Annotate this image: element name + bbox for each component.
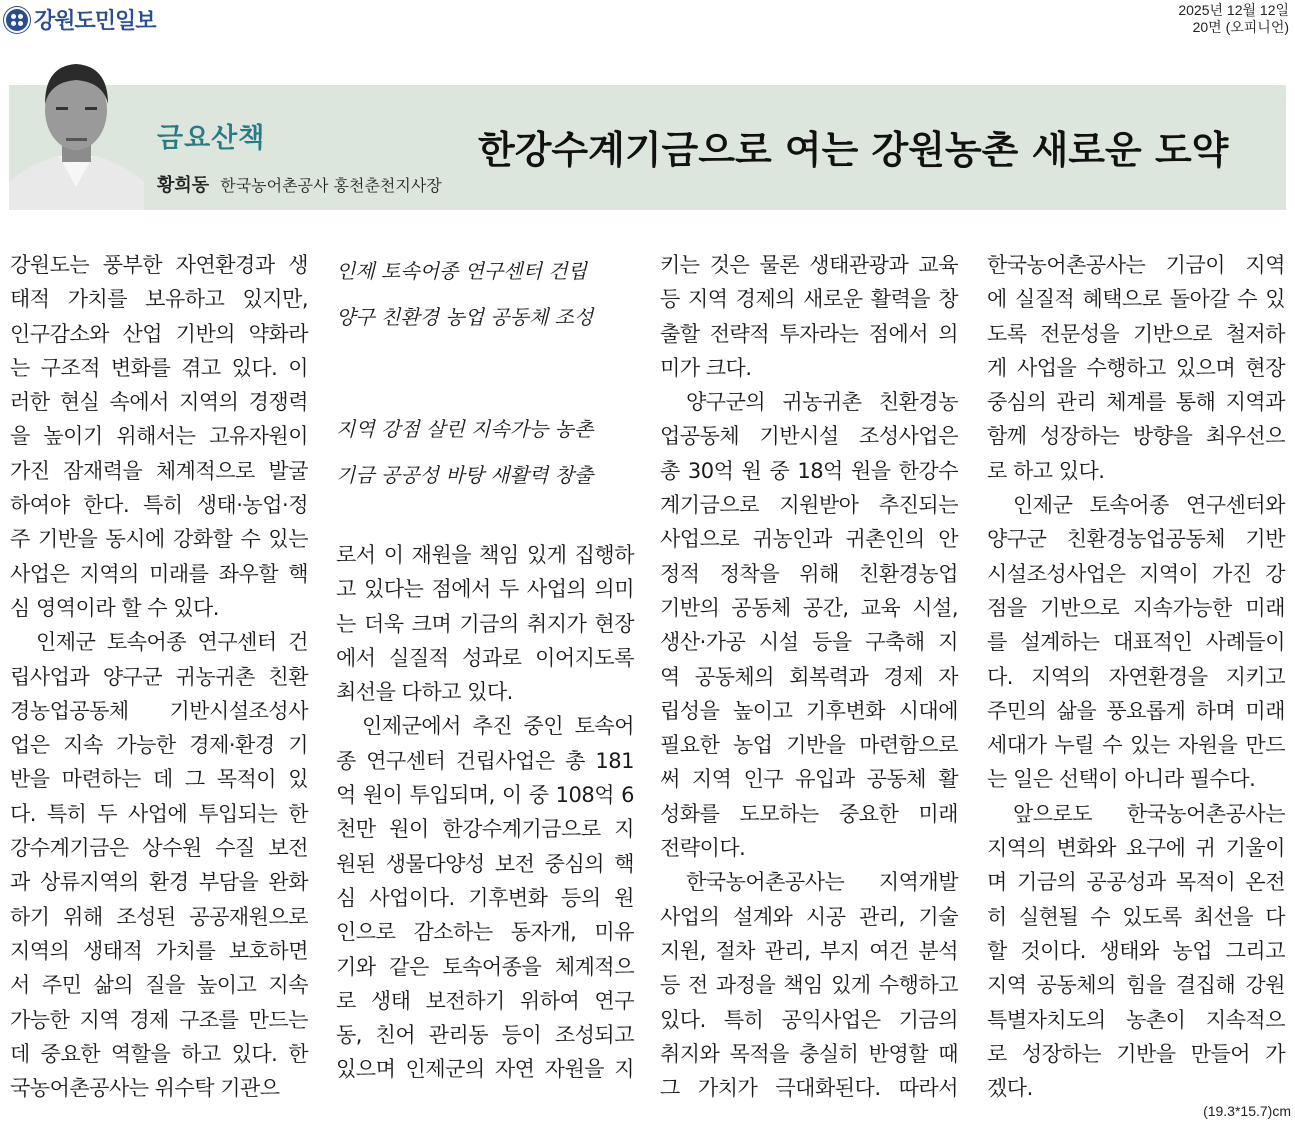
byline (157, 171, 442, 197)
body-text-line: 에 실질적 혜택으로 돌아갈 수 있 (987, 287, 1285, 312)
body-text-line: 심 영역이라 할 수 있다. (10, 595, 219, 620)
article-body (0, 248, 1295, 1101)
body-text-line: 총 30억 원 중 18억 원을 한강수 (660, 458, 958, 483)
body-text-line: 계기금으로 지원받아 추진되는 (660, 493, 958, 518)
body-text-line: 며 기금의 공공성과 목적이 온전 (987, 870, 1285, 895)
body-text-line: 최선을 다하고 있다. (336, 680, 513, 705)
pullquote (336, 248, 634, 538)
body-text-line: 하여야 한다. 특히 생태·농업·정 (10, 493, 308, 518)
body-text-line: 취지와 목적을 충실히 반영할 때 (660, 1041, 958, 1066)
body-text-line: 을 높이기 위해서는 고유자원이 (10, 424, 308, 449)
pullquote-line: 지역 강점 살린 지속가능 농촌 (336, 417, 594, 441)
dateline (1178, 2, 1289, 36)
body-text-line: 사업의 설계와 시공 관리, 기술 (660, 904, 958, 929)
body-text-line: 게 사업을 수행하고 있으며 현장 (987, 355, 1285, 380)
body-text-line: 사업으로 귀농인과 귀촌인의 안 (660, 527, 958, 552)
body-text-line: 억 원이 투입되며, 이 중 108억 6 (336, 783, 634, 808)
author-title: 한국농어촌공사 홍천춘천지사장 (220, 176, 442, 195)
newspaper-logo-icon (4, 7, 30, 33)
body-text-line: 립성을 높이고 기후변화 시대에 (660, 698, 958, 723)
body-text-line: 세대가 누릴 수 있는 자원을 만드 (987, 733, 1285, 758)
body-text-line: 원된 생물다양성 보전 중심의 핵 (336, 851, 634, 876)
pullquote-line: 인제 토속어종 연구센터 건립 (336, 259, 587, 283)
article-column-3 (660, 248, 958, 1105)
body-text-line: 등 지역 경제의 새로운 활력을 창 (660, 287, 958, 312)
body-text-line: 도록 전문성을 기반으로 철저하 (987, 321, 1285, 346)
body-text-line: 주민의 삶을 풍요롭게 하며 미래 (987, 698, 1285, 723)
body-text-line: 그 가치가 극대화된다. 따라서 (660, 1076, 958, 1101)
page-section: 20면 (오피니언) (1192, 19, 1289, 35)
body-text-line: 출할 전략적 투자라는 점에서 의 (660, 321, 958, 346)
body-text-line: 인구감소와 산업 기반의 약화라 (10, 321, 308, 346)
article-column-4 (987, 248, 1285, 1105)
body-text-line: 써 지역 인구 유입과 공동체 활 (660, 767, 958, 792)
body-text-line: 러한 현실 속에서 지역의 경쟁력 (10, 390, 308, 415)
body-text-line: 키는 것은 물론 생태관광과 교육 (660, 253, 958, 277)
body-text-line: 다. 특히 두 사업에 투입되는 한 (10, 801, 308, 826)
body-text-line: 함께 성장하는 방향을 최우선으 (987, 424, 1285, 449)
body-text-line: 를 설계하는 대표적인 사례들이 (987, 630, 1285, 655)
body-text-line: 서 주민 삶의 질을 높이고 지속 (10, 973, 308, 998)
body-text-line: 고 있다는 점에서 두 사업의 의미 (336, 577, 634, 602)
body-text-line: 지역 공동체의 힘을 결집해 강원 (987, 973, 1285, 998)
body-text-line: 기와 같은 토속어종을 체계적으 (336, 954, 634, 979)
body-text-line: 경농업공동체 기반시설조성사 (10, 698, 308, 723)
body-text-line: 에서 실질적 성과로 이어지도록 (336, 645, 634, 670)
article-column-2 (336, 248, 634, 1087)
body-text-line: 동, 친어 관리동 등이 조성되고 (336, 1023, 634, 1048)
body-text-line: 는 더욱 크며 기금의 취지가 현장 (336, 611, 634, 636)
author-portrait (9, 52, 144, 210)
body-text-line: 는 구조적 변화를 겪고 있다. 이 (10, 355, 308, 380)
body-text-line: 하기 위해 조성된 공공재원으로 (10, 904, 308, 929)
body-text-line: 중심의 관리 체계를 통해 지역과 (987, 390, 1285, 415)
pullquote-line: 양구 친환경 농업 공동체 조성 (336, 305, 594, 329)
body-text-line: 다. 지역의 자연환경을 지키고 (987, 664, 1285, 689)
body-text-line: 생산·가공 시설 등을 구축해 지 (660, 630, 958, 655)
body-text-line: 천만 원이 한강수계기금으로 지 (336, 817, 634, 842)
body-text-line: 강수계기금은 상수원 수질 보전 (10, 836, 308, 861)
body-text-line: 가진 잠재력을 체계적으로 발굴 (10, 458, 308, 483)
body-text-line: 히 실현될 수 있도록 최선을 다 (987, 904, 1285, 929)
author-photo-icon (9, 52, 144, 210)
body-text-line: 정적 정착을 위해 친환경농업 (660, 561, 958, 586)
body-text-line: 지원, 절차 관리, 부지 여건 분석 (660, 938, 958, 963)
body-text-line: 데 중요한 역할을 하고 있다. 한 (10, 1041, 308, 1066)
body-text-line: 시설조성사업은 지역이 가진 강 (987, 561, 1285, 586)
body-text-line: 지역의 변화와 요구에 귀 기울이 (987, 836, 1285, 861)
body-text-line: 태적 가치를 보유하고 있지만, (10, 287, 308, 312)
author-name: 황희동 (157, 175, 210, 196)
body-text-line: 종 연구센터 건립사업은 총 181 (336, 748, 634, 773)
article-column-1 (10, 248, 308, 1105)
body-text-line: 역 공동체의 회복력과 경제 자 (660, 664, 958, 689)
body-text-line: 주 기반을 동시에 강화할 수 있는 (10, 527, 308, 552)
body-text-line: 로 성장하는 기반을 만들어 가 (987, 1041, 1285, 1066)
body-text-line: 는 일은 선택이 아니라 필수다. (987, 767, 1256, 792)
body-text-line: 심 사업이다. 기후변화 등의 원 (336, 885, 634, 910)
body-text-line: 인으로 감소하는 동자개, 미유 (336, 920, 634, 945)
body-text-line: 인제군 토속어종 연구센터 건 (36, 630, 308, 655)
body-text-line: 인제군에서 추진 중인 토속어 (362, 714, 634, 739)
body-text-line: 점을 기반으로 지속가능한 미래 (987, 595, 1285, 620)
body-text-line: 미가 크다. (660, 355, 752, 380)
body-text-line: 강원도는 풍부한 자연환경과 생 (10, 253, 308, 277)
body-text-line: 양구군의 귀농귀촌 친환경농 (686, 390, 958, 415)
body-text-line: 업은 지속 가능한 경제·환경 기 (10, 733, 308, 758)
body-text-line: 한국농어촌공사는 지역개발 (686, 870, 958, 895)
body-text-line: 국농어촌공사는 위수탁 기관으 (10, 1076, 280, 1101)
body-text-line: 업공동체 기반시설 조성사업은 (660, 424, 958, 449)
body-text-line: 과 상류지역의 환경 부담을 완화 (10, 870, 308, 895)
newspaper-masthead (4, 4, 156, 35)
body-text-line: 립사업과 양구군 귀농귀촌 친환 (10, 664, 308, 689)
body-text-line: 한국농어촌공사는 기금이 지역 (987, 253, 1285, 277)
body-text-line: 양구군 친환경농업공동체 기반 (987, 527, 1285, 552)
body-text-line: 로서 이 재원을 책임 있게 집행하 (336, 543, 634, 567)
body-text-line: 사업은 지역의 미래를 좌우할 핵 (10, 561, 308, 586)
body-text-line: 앞으로도 한국농어촌공사는 (1013, 801, 1285, 826)
body-text-line: 로 하고 있다. (987, 458, 1105, 483)
body-text-line: 로 생태 보전하기 위하여 연구 (336, 988, 634, 1013)
body-text-line: 겠다. (987, 1076, 1033, 1101)
body-text-line: 할 것이다. 생태와 농업 그리고 (987, 938, 1285, 963)
column-name: 금요산책 (157, 123, 266, 154)
body-text-line: 가능한 지역 경제 구조를 만드는 (10, 1007, 308, 1032)
article-size-note: (19.3*15.7)cm (1203, 1103, 1291, 1119)
body-text-line: 전략이다. (660, 836, 746, 861)
newspaper-name: 강원도민일보 (34, 9, 156, 34)
body-text-line: 지역의 생태적 가치를 보호하면 (10, 938, 308, 963)
body-text-line: 반을 마련하는 데 그 목적이 있 (10, 767, 308, 792)
body-text-line: 등 전 과정을 책임 있게 수행하고 (660, 973, 958, 998)
body-text-line: 있다. 특히 공익사업은 기금의 (660, 1007, 958, 1032)
body-text-line: 필요한 농업 기반을 마련함으로 (660, 733, 958, 758)
body-text-line: 있으며 인제군의 자연 자원을 지 (336, 1057, 634, 1082)
article-headline: 한강수계기금으로 여는 강원농촌 새로운 도약 (478, 128, 1229, 172)
body-text-line: 기반의 공동체 공간, 교육 시설, (660, 595, 958, 620)
publication-date: 2025년 12월 12일 (1178, 2, 1289, 18)
body-text-line: 인제군 토속어종 연구센터와 (1013, 493, 1285, 518)
body-text-line: 성화를 도모하는 중요한 미래 (660, 801, 958, 826)
pullquote-line: 기금 공공성 바탕 새활력 창출 (336, 463, 594, 487)
body-text-line: 특별자치도의 농촌이 지속적으 (987, 1007, 1285, 1032)
